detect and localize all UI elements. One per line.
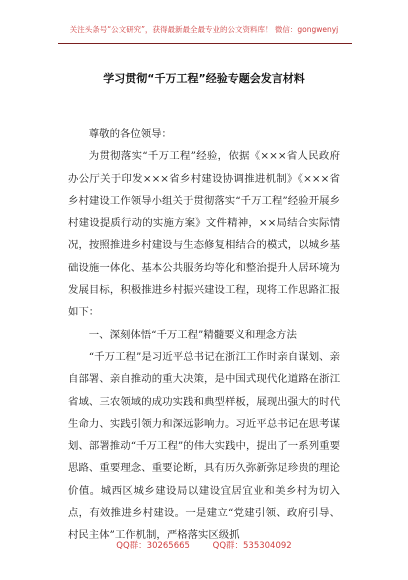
footer-qq-group-1: QQ群：30265665 — [116, 541, 190, 551]
section-heading: 一、深刻体悟“千万工程”精髓要义和理念方法 — [88, 328, 297, 341]
salutation: 尊敬的各位领导： — [88, 128, 172, 140]
footer-qq-groups — [0, 539, 408, 551]
document-body — [68, 123, 340, 547]
footer-qq-group-2: QQ群：535304092 — [212, 541, 292, 551]
paragraph-body: “千万工程”是习近平总书记在浙江工作时亲自谋划、亲自部署、亲自推动的重大决策，是中国式现代化道路在浙江省域、三农领域的成功实践和典型样板，展现出强大的时代生命力、实践引领力和深远影响力。习近平总书记在思考谋划、部署推动“千万工程”的伟大实践中，提出了一系列重要思路、重要理念、重要论断，具有历久弥新弥足珍贵的理论价值。城西区城乡建设局以建设宜居宜业和美乡村为切入点，有效推进乡村建设。一是建立“党建引领、政府引导、村民主体”工作机制，严格落实区级抓 — [68, 350, 340, 542]
paragraph-intro: 为贯彻落实“千万工程”经验，依据《×××省人民政府办公厅关于印发×××省乡村建设协调推进机制》《×××省乡村建设工作领导小组关于贯彻落实“千万工程”经验开展乡村建设提质行动的实施方案》文件精神，××局结合实际情况，按照推进乡村建设与生态修复相结合的模式，以城乡基础设施一体化、基本公共服务均等化和整治提升人居环境为发展目标，积极推进乡村振兴建设工程，现将工作思路汇报如下： — [68, 150, 340, 319]
header-divider — [58, 43, 352, 44]
document-title: 学习贯彻“千万工程”经验专题会发言材料 — [103, 72, 305, 85]
header-note: 关注头条号“公文研究”，获得最新最全最专业的公文资料库！ 微信：gongwenyj — [69, 25, 339, 34]
